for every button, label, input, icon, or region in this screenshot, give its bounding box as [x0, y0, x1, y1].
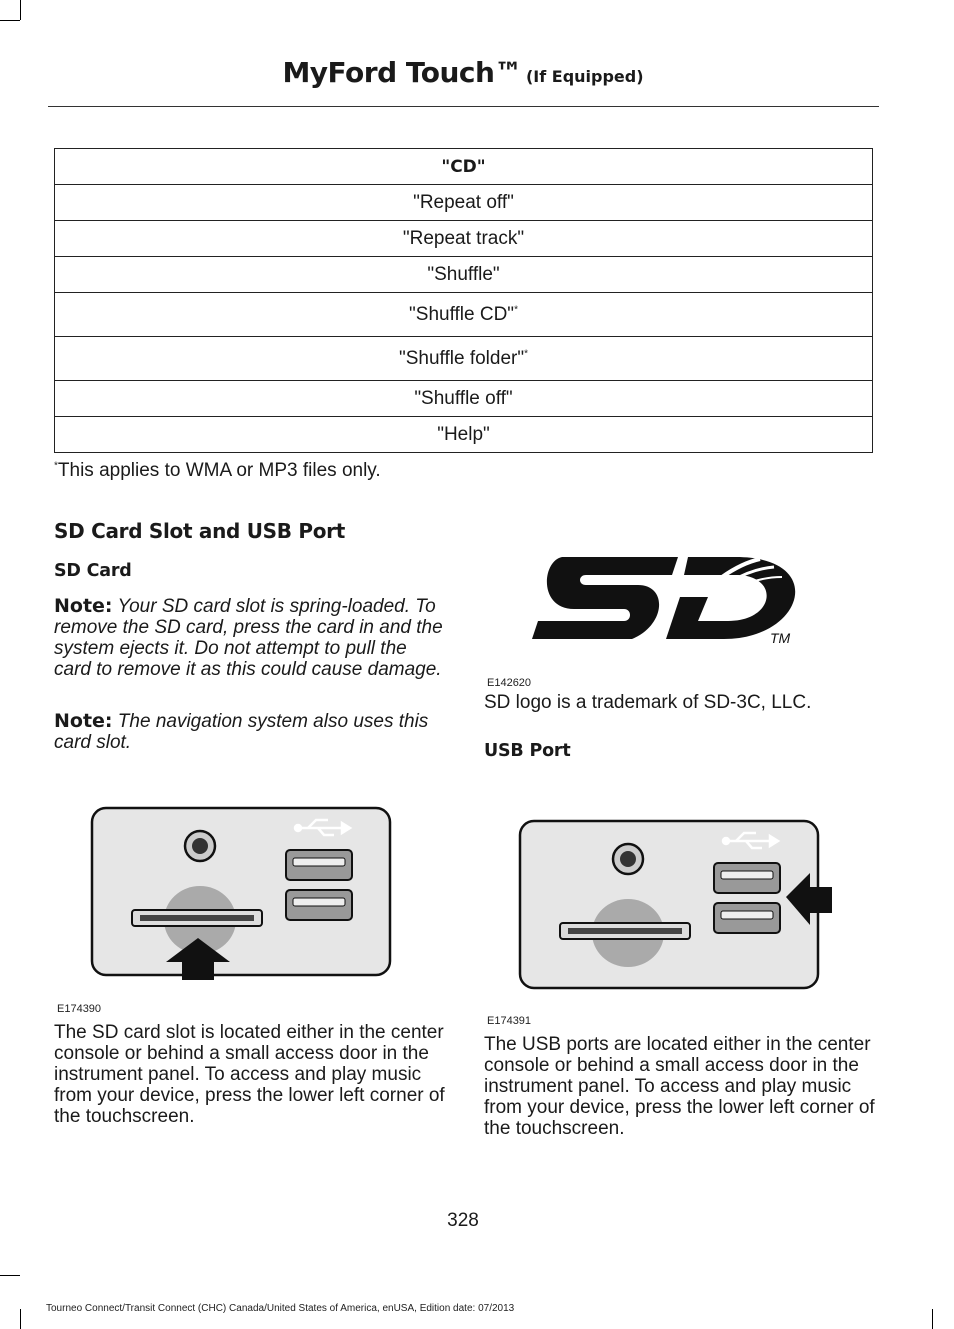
- usb-port-figure: [516, 817, 836, 993]
- page-number: 328: [447, 1210, 479, 1231]
- voice-command-table: [54, 148, 873, 453]
- table-row: "Help": [55, 417, 873, 453]
- crop-mark: [20, 1309, 21, 1329]
- crop-mark: [20, 0, 21, 20]
- table-row: "Shuffle off": [55, 381, 873, 417]
- figure-code: E174391: [487, 1015, 532, 1027]
- header-title: MyFord Touch™: [282, 56, 522, 89]
- footnote-marker: *: [524, 348, 528, 360]
- sd-logo-image: [528, 553, 800, 649]
- crop-mark: [0, 1275, 20, 1276]
- sd-card-slot-figure: [88, 804, 396, 980]
- usb-port-description: The USB ports are located either in the center console or behind a small access door in the instrument panel. To access and play music from your device, press the lower left corner of the touchscreen.: [484, 1034, 875, 1139]
- figure-code: E142620: [487, 677, 532, 689]
- table-row: "Repeat off": [55, 185, 873, 221]
- section-heading: SD Card Slot and USB Port: [54, 519, 345, 543]
- sd-logo-caption: SD logo is a trademark of SD-3C, LLC.: [484, 692, 812, 713]
- table-row: "Shuffle": [55, 257, 873, 293]
- table-row: "Shuffle CD"*: [55, 293, 873, 337]
- table-footnote: *This applies to WMA or MP3 files only.: [54, 460, 381, 481]
- sd-card-heading: SD Card: [54, 561, 132, 581]
- header-subtitle: (If Equipped): [525, 67, 644, 86]
- table-row: "Shuffle folder"*: [55, 337, 873, 381]
- figure-code: E174390: [57, 1003, 102, 1015]
- footer-text: Tourneo Connect/Transit Connect (CHC) Canada/United States of America, enUSA, Edition date: 07/2013: [46, 1303, 515, 1314]
- table-row: "Repeat track": [55, 221, 873, 257]
- sd-card-note-1: Note: Your SD card slot is spring-loaded. To remove the SD card, press the card in and the system ejects it. Do not attempt to pull the card to remove it as this could cause damage.: [54, 595, 443, 680]
- header-divider: [48, 106, 879, 107]
- sd-card-note-2: Note: The navigation system also uses this card slot.: [54, 710, 429, 753]
- sd-card-description: The SD card slot is located either in the center console or behind a small access door in the instrument panel. To access and play music from your device, press the lower left corner of the touchscreen.: [54, 1022, 445, 1127]
- table-header: "CD": [55, 149, 873, 185]
- page-title: [0, 56, 926, 89]
- crop-mark: [932, 1309, 933, 1329]
- trademark-symbol: TM: [770, 630, 791, 646]
- usb-port-heading: USB Port: [484, 741, 571, 761]
- crop-mark: [0, 20, 20, 21]
- footnote-marker: *: [514, 304, 518, 316]
